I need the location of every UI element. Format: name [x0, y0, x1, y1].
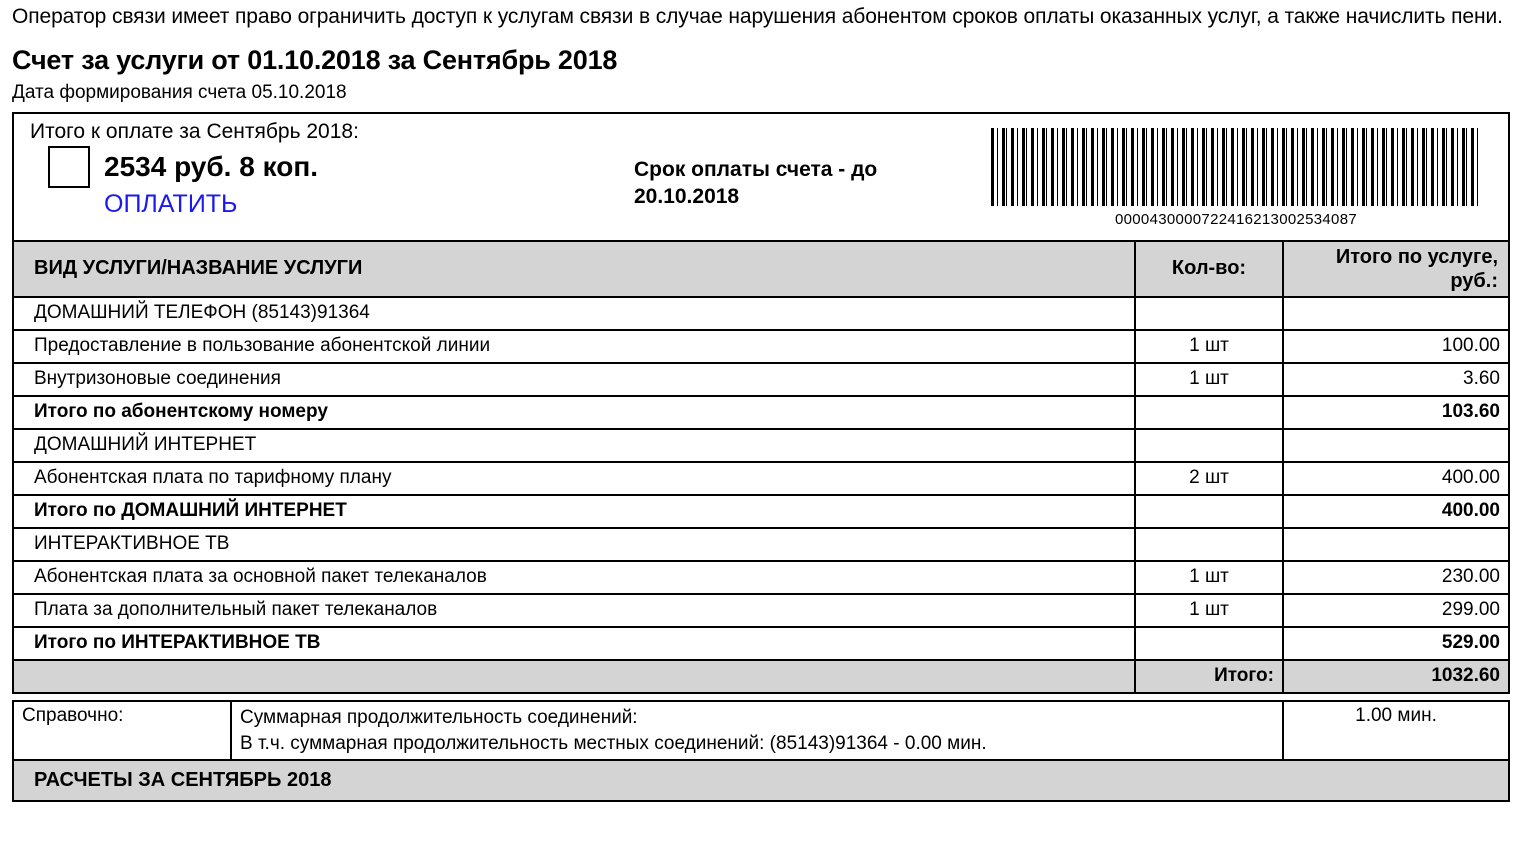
total-due-label: Итого к оплате за Сентябрь 2018:: [30, 119, 359, 143]
cell-total: [1283, 528, 1509, 561]
cell-quantity: [1135, 429, 1283, 462]
table-row: [13, 594, 1509, 627]
table-row: [13, 462, 1509, 495]
barcode-number: 0000430000722416213002534087: [1115, 210, 1357, 228]
table-row: [13, 330, 1509, 363]
cell-service-name: ДОМАШНИЙ ТЕЛЕФОН (85143)91364: [13, 297, 1135, 330]
header-service-name: ВИД УСЛУГИ/НАЗВАНИЕ УСЛУГИ: [13, 241, 1135, 297]
bill-formation-date: Дата формирования счета 05.10.2018: [12, 81, 347, 103]
invoice-page: [0, 4, 1522, 858]
cell-quantity: 1 шт: [1135, 363, 1283, 396]
summary-box: [12, 112, 1510, 240]
table-row: [13, 396, 1509, 429]
table-row: [13, 429, 1509, 462]
cell-total: 100.00: [1283, 330, 1509, 363]
cell-total: 529.00: [1283, 627, 1509, 660]
cell-quantity: [1135, 297, 1283, 330]
header-total: Итого по услуге, руб.:: [1283, 241, 1509, 297]
cell-service-name: Абонентская плата за основной пакет телеканалов: [13, 561, 1135, 594]
cell-service-name: ИНТЕРАКТИВНОЕ ТВ: [13, 528, 1135, 561]
header-quantity: Кол-во:: [1135, 241, 1283, 297]
cell-service-name: Предоставление в пользование абонентской линии: [13, 330, 1135, 363]
cell-service-name: Абонентская плата по тарифному плану: [13, 462, 1135, 495]
pay-checkbox[interactable]: [48, 146, 90, 188]
cell-service-name: Итого по ДОМАШНИЙ ИНТЕРНЕТ: [13, 495, 1135, 528]
services-table: [12, 240, 1510, 694]
cell-total: 299.00: [1283, 594, 1509, 627]
cell-total: 400.00: [1283, 462, 1509, 495]
cell-quantity: [1135, 495, 1283, 528]
services-table-head: [13, 241, 1509, 297]
reference-line-1: Суммарная продолжительность соединений:: [240, 706, 638, 728]
cell-service-name: Плата за дополнительный пакет телеканалов: [13, 594, 1135, 627]
table-row: [13, 495, 1509, 528]
reference-row: [13, 701, 1509, 760]
reference-value: 1.00 мин.: [1283, 701, 1509, 760]
cell-quantity: [1135, 627, 1283, 660]
calculations-title: РАСЧЕТЫ ЗА СЕНТЯБРЬ 2018: [12, 761, 1510, 802]
page-title: Счет за услуги от 01.10.2018 за Сентябрь 2018: [12, 44, 618, 75]
table-row: [13, 363, 1509, 396]
services-table-body: [13, 297, 1509, 693]
table-row: [13, 627, 1509, 660]
cell-quantity: 2 шт: [1135, 462, 1283, 495]
cell-service-name: Внутризоновые соединения: [13, 363, 1135, 396]
cell-total: [1283, 297, 1509, 330]
due-date-note: Срок оплаты счета - до 20.10.2018: [634, 157, 878, 209]
table-row: [13, 561, 1509, 594]
cell-total: 400.00: [1283, 495, 1509, 528]
table-row: [13, 297, 1509, 330]
cell-quantity: [1135, 528, 1283, 561]
cell-service-name: ДОМАШНИЙ ИНТЕРНЕТ: [13, 429, 1135, 462]
reference-line-2: В т.ч. суммарная продолжительность местных соединений: (85143)91364 - 0.00 мин.: [240, 732, 987, 754]
cell-quantity: 1 шт: [1135, 330, 1283, 363]
total-amount: 2534 руб. 8 коп.: [104, 150, 319, 182]
legal-notice: Оператор связи имеет право ограничить доступ к услугам связи в случае нарушения абонентом сроков оплаты оказанных услуг, а также начислить пени.: [12, 5, 1503, 28]
cell-quantity: 1 шт: [1135, 561, 1283, 594]
summary-left: [14, 114, 634, 240]
cell-service-name: Итого по ИНТЕРАКТИВНОЕ ТВ: [13, 627, 1135, 660]
reference-body: [231, 701, 1283, 760]
pay-link[interactable]: ОПЛАТИТЬ: [104, 189, 238, 218]
grand-total-value: 1032.60: [1283, 660, 1509, 693]
cell-service-name: Итого по абонентскому номеру: [13, 396, 1135, 429]
reference-label: Справочно:: [13, 701, 231, 760]
grand-total-row: [13, 660, 1509, 693]
table-row: [13, 528, 1509, 561]
grand-total-label: Итого:: [1135, 660, 1283, 693]
reference-table: [12, 700, 1510, 761]
cell-quantity: 1 шт: [1135, 594, 1283, 627]
table-header-row: [13, 241, 1509, 297]
cell-quantity: [1135, 396, 1283, 429]
cell-total: 230.00: [1283, 561, 1509, 594]
barcode-area: [964, 114, 1508, 240]
cell-total: [1283, 429, 1509, 462]
barcode-image: [991, 128, 1481, 206]
grand-total-spacer: [13, 660, 1135, 693]
cell-total: 3.60: [1283, 363, 1509, 396]
amount-row: [48, 146, 634, 188]
cell-total: 103.60: [1283, 396, 1509, 429]
